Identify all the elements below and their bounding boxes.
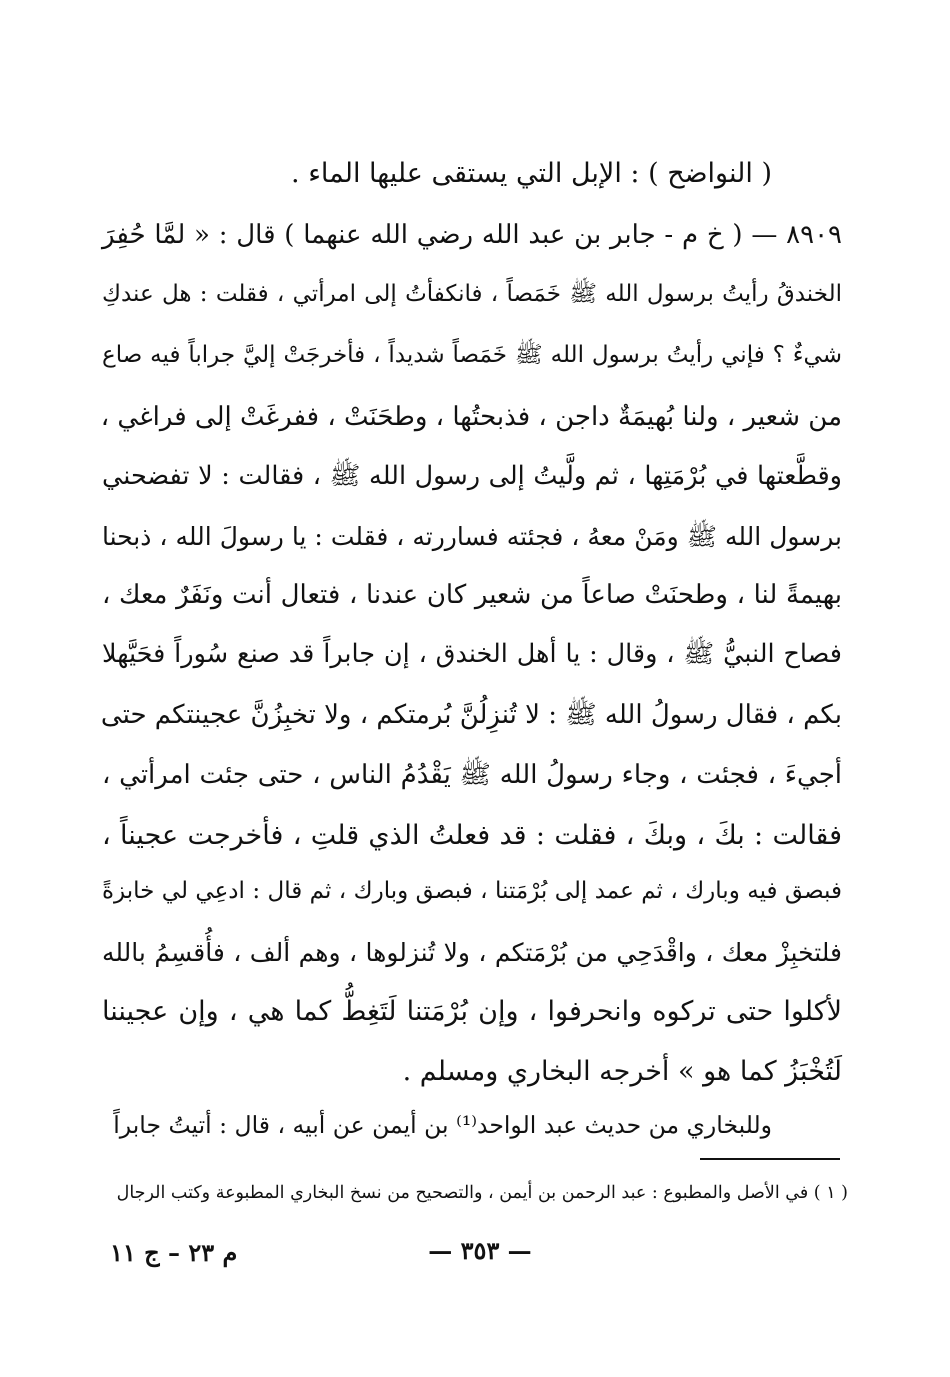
text-line: بكم ، فقال رسولُ الله ﷺ : لا تُنزِلُنَّ بُرمتكم ، ولا تخبِزُنَّ عجينتكم حتى: [100, 700, 842, 730]
text-line: وقطَّعتها في بُرْمَتِها ، ثم ولَّيتُ إلى رسول الله ﷺ ، فقالت : لا تفضحني: [102, 461, 842, 491]
printer-signature: م ٢٣ – ج ١١: [110, 1238, 238, 1267]
text-line: فصاح النبيُّ ﷺ ، وقال : يا أهل الخندق ، إن جابراً قد صنع سُوراً فحَيَّهلا: [102, 639, 842, 669]
footnote-separator: [700, 1158, 840, 1160]
text-line: لأكلوا حتى تركوه وانحرفوا ، وإن بُرْمَتنا لَتَغِطُّ كما هي ، وإن عجيننا: [102, 996, 842, 1027]
text-line: شيءٌ ؟ فإني رأيتُ برسول الله ﷺ خَمَصاً شديداً ، فأخرجَتْ إليَّ جراباً فيه صاع: [102, 342, 842, 368]
text-line: أجيءَ ، فجئت ، وجاء رسولُ الله ﷺ يَقْدُمُ الناس ، حتى جئت امرأتي ،: [102, 760, 842, 790]
text-line: فلتخبِزْ معك ، واقْدَحِي من بُرْمَتكم ، ولا تُنزلوها ، وهم ألف ، فأُقسِمُ بالله: [102, 938, 842, 967]
text-line: فبصق فيه وبارك ، ثم عمد إلى بُرْمَتنا ، فبصق وبارك ، ثم قال : ادعِي لي خابزةً: [102, 878, 842, 904]
text-line: ( النواضح ) : الإبل التي يستقى عليها الماء .: [291, 158, 772, 189]
text-line: بهيمةً لنا ، وطحنَتْ صاعاً من شعير كان عندنا ، فتعال أنت ونَفَرٌ معك ،: [102, 580, 842, 610]
text-line: لَتُخْبَزُ كما هو » أخرجه البخاري ومسلم .: [402, 1056, 842, 1087]
hadith-heading-line: ٨٩٠٩ — ( خ م - جابر بن عبد الله رضي الله عنهما ) قال : « لمَّا حُفِرَ: [102, 220, 842, 250]
text-line: وللبخاري من حديث عبد الواحد⁽¹⁾ بن أيمن عن أبيه ، قال : أتيتُ جابراً: [113, 1111, 772, 1139]
footnote: ( ١ ) في الأصل والمطبوع : عبد الرحمن بن أيمن ، والتصحيح من نسخ البخاري المطبوعة وكتب الرجال: [116, 1183, 848, 1203]
page-number: — ٣٥٣ —: [428, 1236, 532, 1265]
text-line: من شعير ، ولنا بُهيمَةٌ داجن ، فذبحتُها ، وطحَنَتْ ، ففرغَتْ إلى فراغي ،: [100, 402, 842, 432]
text-line: برسول الله ﷺ ومَنْ معهُ ، فجئته فساررته ، فقلت : يا رسولَ الله ، ذبحنا: [102, 522, 842, 551]
text-line: فقالت : بكَ ، وبكَ ، فقلت : قد فعلتُ الذي قلتِ ، فأخرجت عجيناً ،: [102, 820, 842, 851]
text-line: الخندقُ رأيتُ برسول الله ﷺ خَمَصاً ، فانكفأتُ إلى امرأتي ، فقلت : هل عندكِ: [102, 281, 842, 307]
